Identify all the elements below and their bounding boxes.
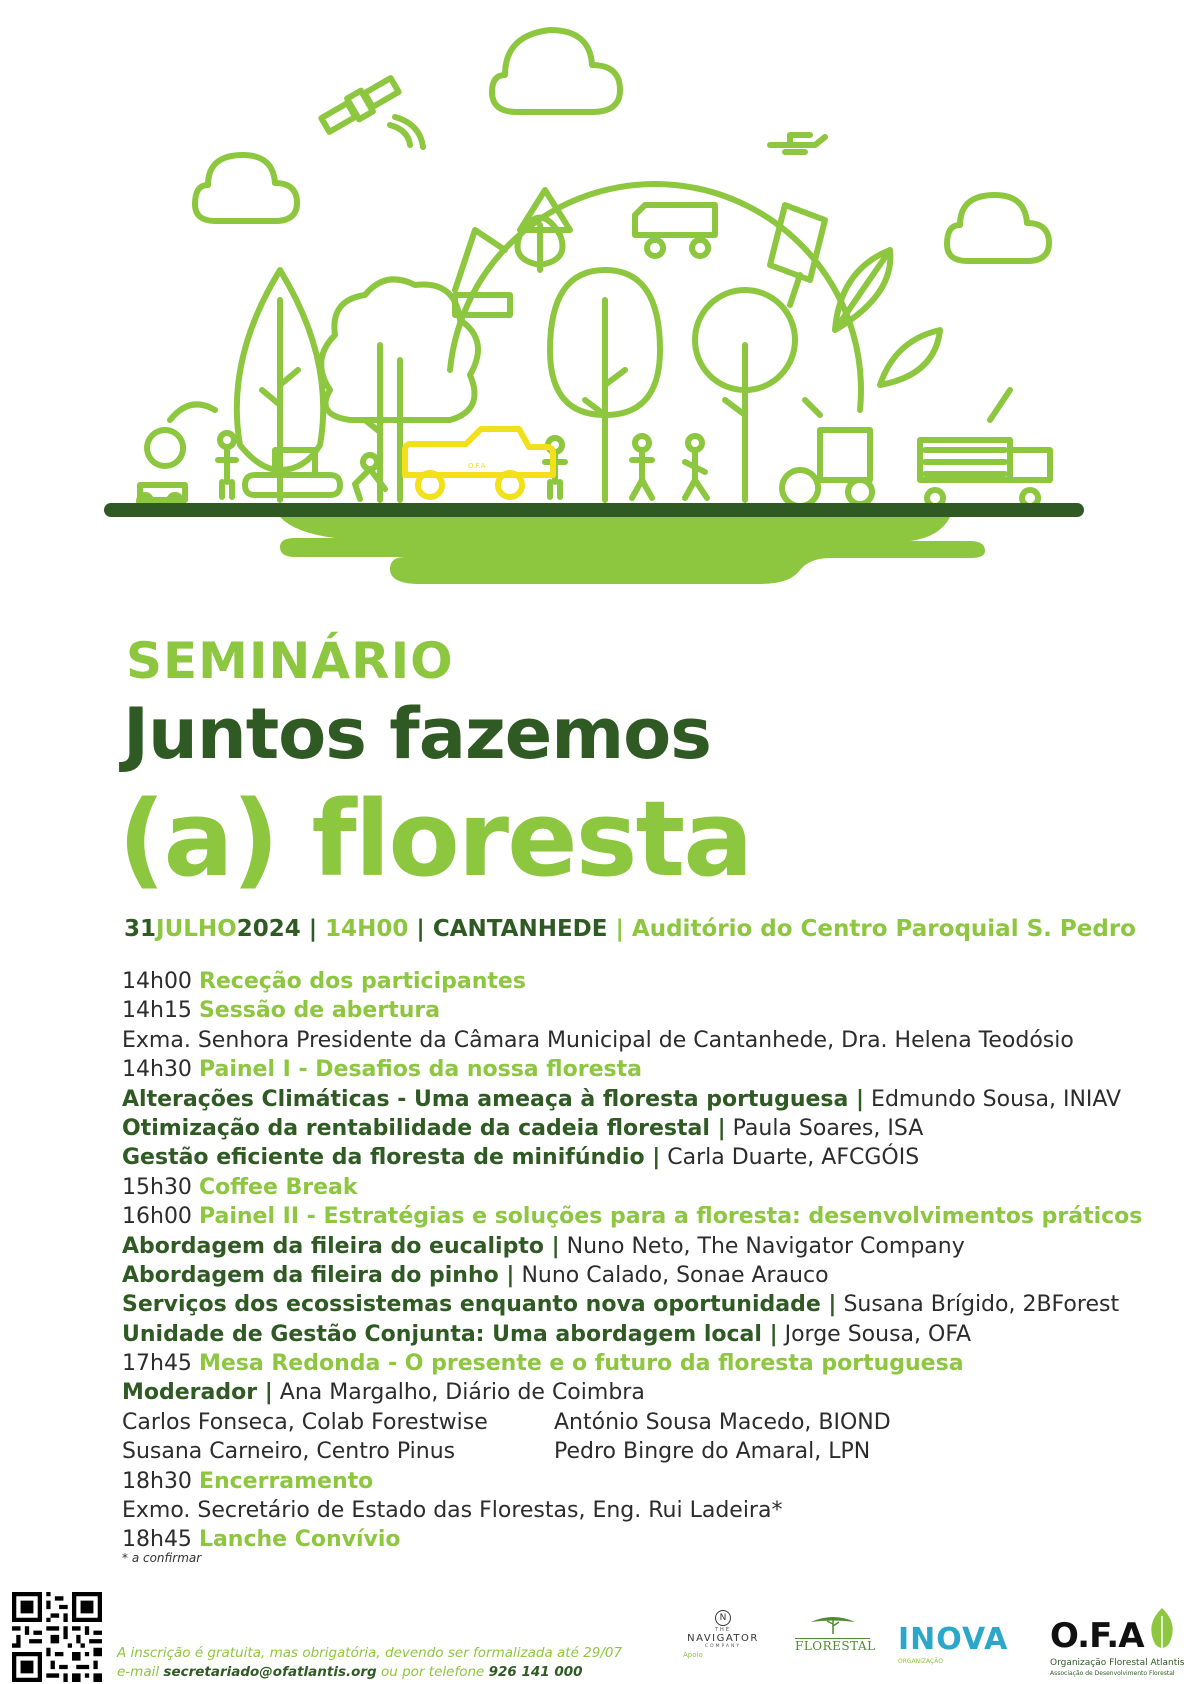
event-venue: Auditório do Centro Paroquial S. Pedro <box>631 916 1136 942</box>
confirmation-note: * a confirmar <box>122 1551 202 1565</box>
event-info-line <box>124 916 1136 942</box>
leaf-logo-icon <box>1145 1606 1179 1654</box>
signal-icon <box>390 117 423 147</box>
program-item: 14h30 Painel I - Desafios da nossa floresta <box>122 1057 642 1083</box>
florestal-logo: FLORESTAL <box>795 1612 870 1653</box>
jeep-icon <box>635 205 715 256</box>
program-item: Exma. Senhora Presidente da Câmara Municipal de Cantanhede, Dra. Helena Teodósio <box>122 1027 1074 1053</box>
truck-label: O.F.A <box>468 462 486 470</box>
phone-number[interactable]: 926 141 000 <box>488 1664 583 1680</box>
navigator-logo: N THE NAVIGATOR COMPANY Apoio <box>683 1610 763 1659</box>
program-item: 18h30 Encerramento <box>122 1468 374 1494</box>
program-talk: Unidade de Gestão Conjunta: Uma abordagem local | Jorge Sousa, OFA <box>122 1321 972 1347</box>
seminar-title-line2: (a) floresta <box>118 778 752 900</box>
program-talk: Gestão eficiente da floresta de minifúndio | Carla Duarte, AFCGÓIS <box>122 1145 920 1171</box>
program-talk: Serviços dos ecossistemas enquanto nova oportunidade | Susana Brígido, 2BForest <box>122 1292 1120 1318</box>
separator: | <box>607 916 632 942</box>
leaf-icon <box>880 330 940 385</box>
ground-blob <box>250 517 985 584</box>
inova-logo: INOVA ORGANIZAÇÃO <box>898 1622 1009 1665</box>
registration-note: A inscrição é gratuita, mas obrigatória, devendo ser formalizada até 29/07 <box>117 1645 623 1661</box>
plane-icon <box>770 135 825 152</box>
cloud-icon <box>492 30 620 112</box>
program-talk: Alterações Climáticas - Uma ameaça à floresta portuguesa | Edmundo Sousa, INIAV <box>122 1086 1122 1112</box>
program-talk: Moderador | Ana Margalho, Diário de Coimbra <box>122 1380 645 1406</box>
program-item: 14h15 Sessão de abertura <box>122 998 441 1024</box>
harvester-icon <box>147 404 215 466</box>
worker-icon <box>632 436 652 498</box>
program-item: 16h00 Painel II - Estratégias e soluções para a floresta: desenvolvimentos práticos <box>122 1204 1143 1230</box>
event-day: 31 <box>124 916 157 942</box>
event-year: 2024 <box>236 916 301 942</box>
tractor-icon <box>782 400 872 506</box>
program-item: 14h00 Receção dos participantes <box>122 969 526 994</box>
seminar-title-line1: Juntos fazemos <box>123 693 711 775</box>
program-talk: Abordagem da fileira do eucalipto | Nuno Neto, The Navigator Company <box>122 1233 965 1259</box>
panelists-row: Carlos Fonseca, Colab Forestwise António Sousa Macedo, BIOND <box>122 1409 891 1435</box>
event-time: 14H00 <box>325 916 409 942</box>
leaf-icon <box>835 250 890 330</box>
email-link[interactable]: secretariado@ofatlantis.org <box>163 1664 377 1680</box>
seminar-label: SEMINÁRIO <box>126 632 454 690</box>
cloud-icon <box>947 195 1049 261</box>
registration-info <box>117 1644 622 1682</box>
worker-icon <box>685 436 707 498</box>
navigator-emblem-icon: N <box>715 1610 731 1626</box>
program-talk: Otimização da rentabilidade da cadeia florestal | Paula Soares, ISA <box>122 1115 924 1141</box>
program-item: Exmo. Secretário de Estado das Florestas, Eng. Rui Ladeira* <box>122 1498 783 1524</box>
sign-icon <box>770 205 825 305</box>
program-item: 15h30 Coffee Break <box>122 1174 358 1200</box>
worker-icon <box>218 433 236 497</box>
tree-logo-icon <box>808 1612 858 1634</box>
program-talk: Abordagem da fileira do pinho | Nuno Calado, Sonae Arauco <box>122 1262 829 1288</box>
event-month: JULHO <box>156 916 237 942</box>
program-item: 17h45 Mesa Redonda - O presente e o futuro da floresta portuguesa <box>122 1351 964 1377</box>
hero-illustration <box>0 0 1191 600</box>
crawler-icon <box>245 450 340 495</box>
ground-line <box>104 503 1084 517</box>
separator: | <box>300 916 326 942</box>
contact-line: e-mail secretariado@ofatlantis.org ou por telefone 926 141 000 <box>117 1664 583 1680</box>
separator: | <box>408 916 433 942</box>
program-list <box>122 967 1143 1555</box>
qr-code[interactable] <box>12 1592 102 1682</box>
cloud-icon <box>195 155 297 221</box>
program-item: 18h45 Lanche Convívio <box>122 1527 401 1553</box>
event-city: CANTANHEDE <box>432 916 608 942</box>
panelists-row: Susana Carneiro, Centro Pinus Pedro Bingre do Amaral, LPN <box>122 1439 871 1465</box>
